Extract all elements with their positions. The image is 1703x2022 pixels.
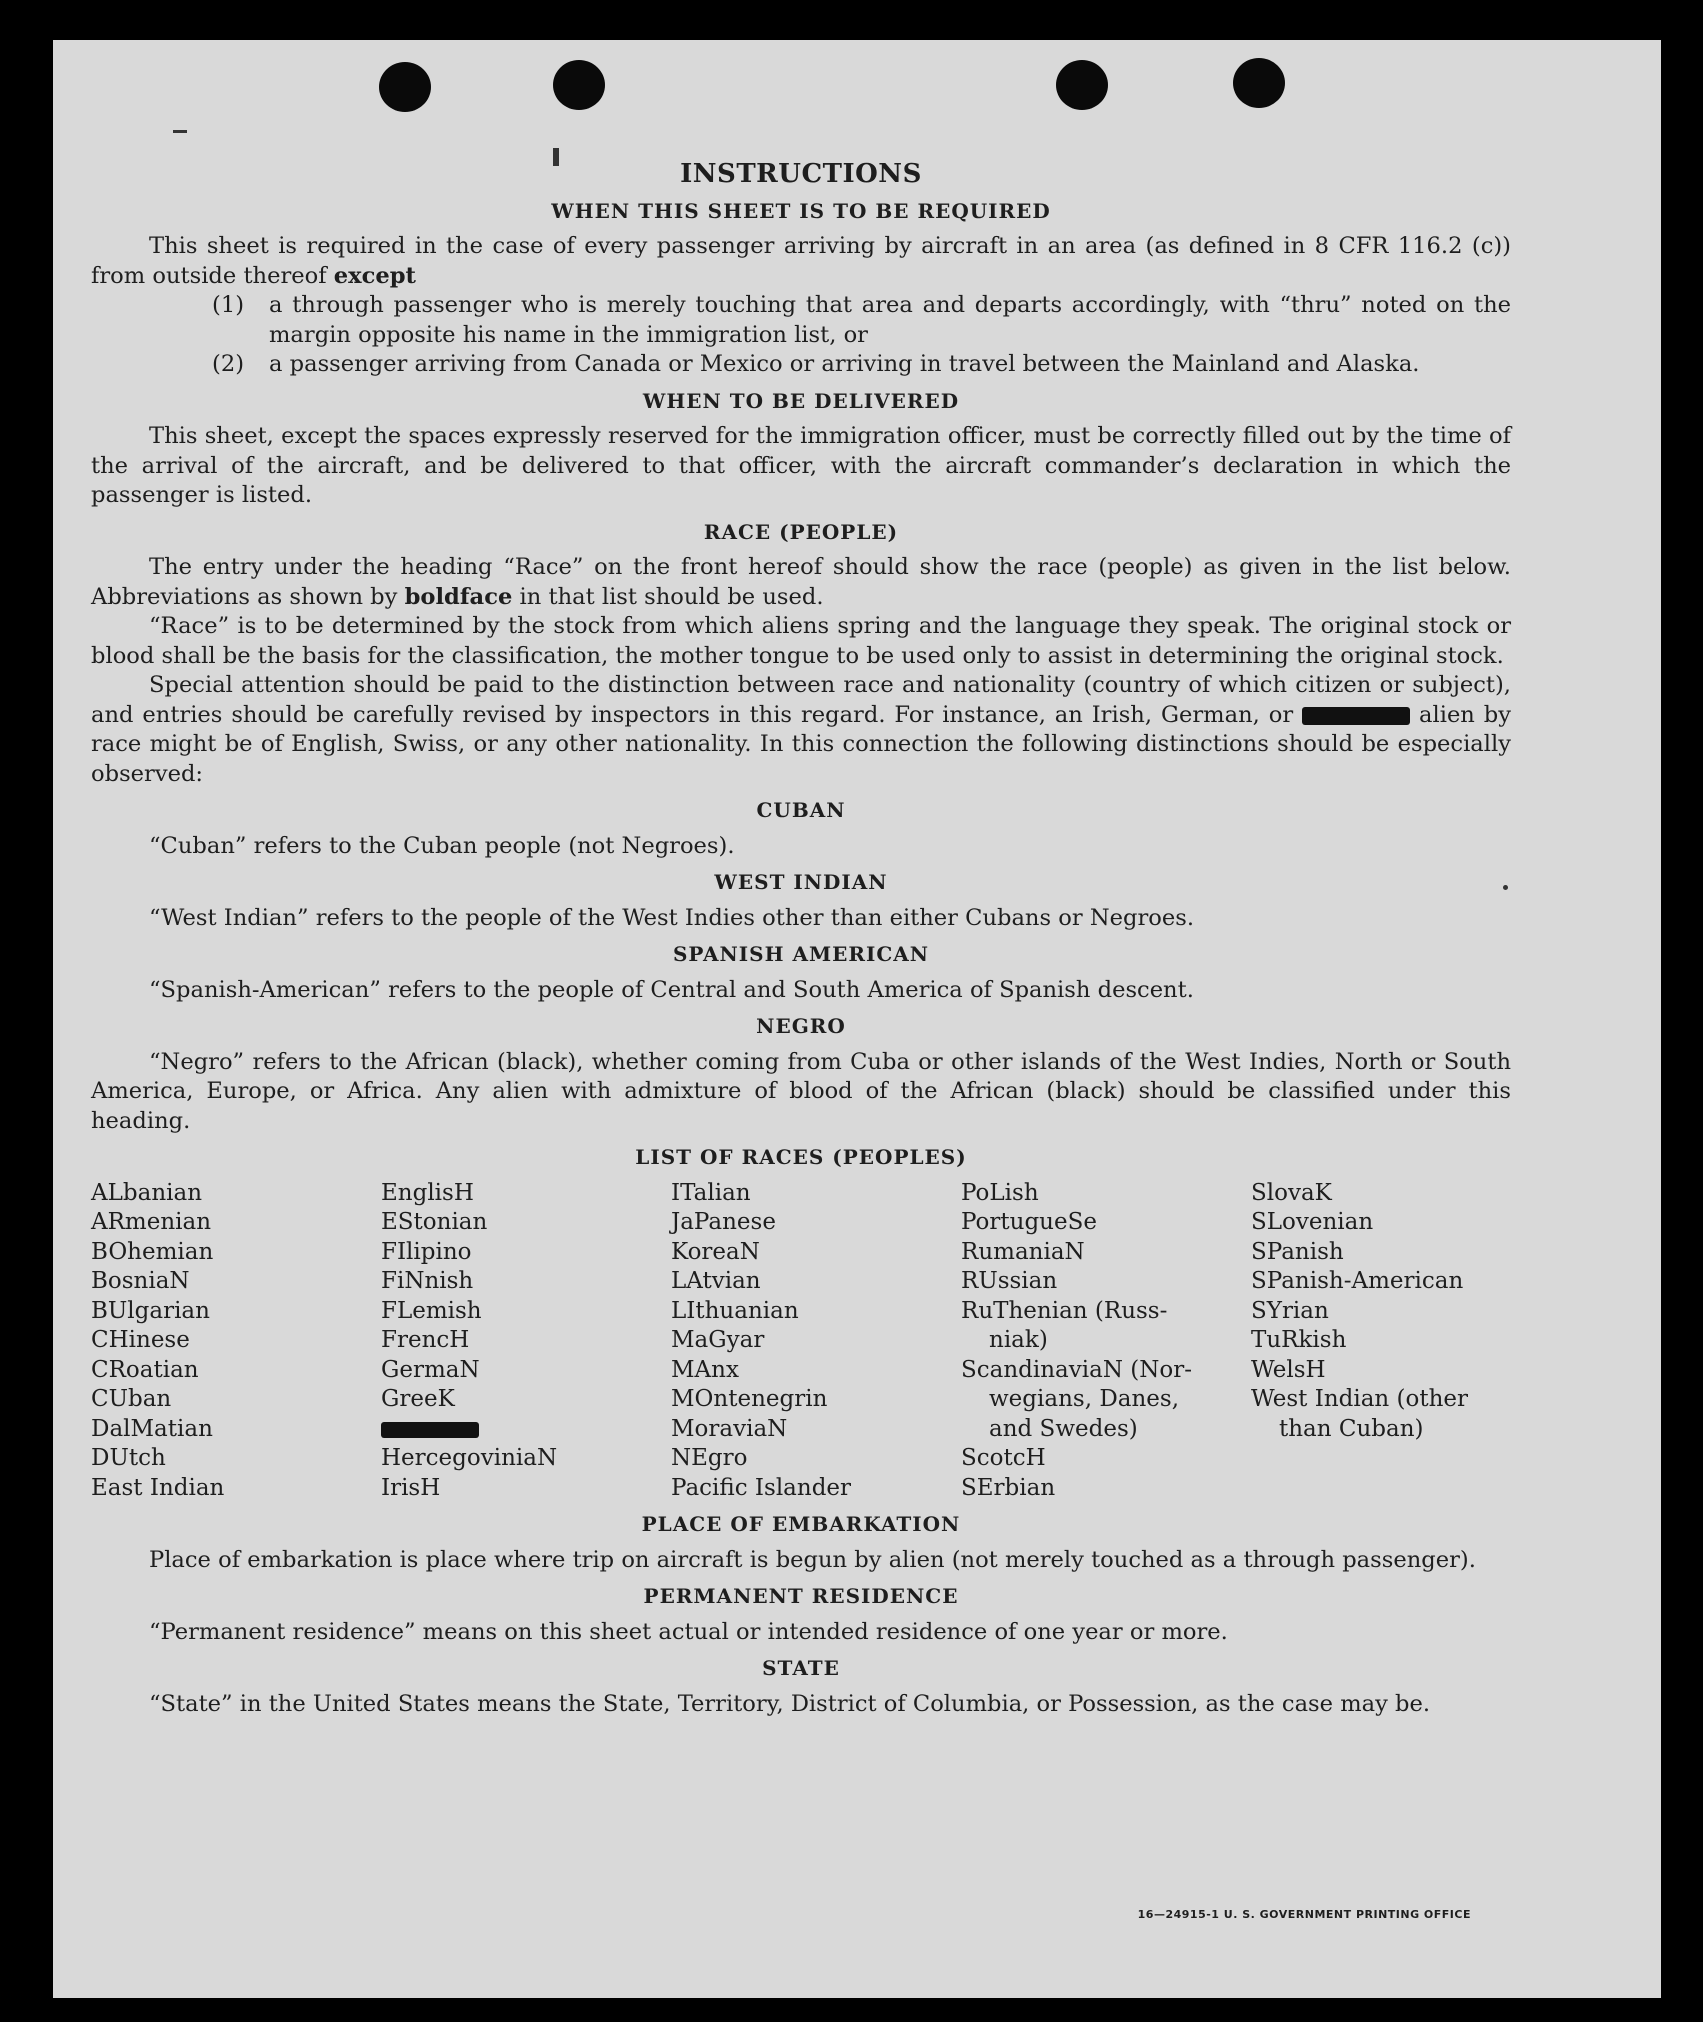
punch-hole bbox=[1056, 60, 1108, 110]
paragraph: “Negro” refers to the African (black), whether coming from Cuba or other islands of the West Indies, North or South America, Europe, or Africa. Any alien with admixture of blood of the African (black) should be classified under this heading. bbox=[91, 1048, 1511, 1134]
punch-hole bbox=[379, 62, 431, 112]
race-entry: RumaniaN bbox=[961, 1238, 1085, 1265]
paragraph: The entry under the heading “Race” on the front hereof should show the race (people) as given in the list below. Abbreviations as shown by boldface in that list should be used. bbox=[91, 554, 1511, 610]
section-heading: PERMANENT RESIDENCE bbox=[643, 1584, 959, 1608]
race-list bbox=[91, 1179, 1511, 1504]
race-entry: SYrian bbox=[1251, 1297, 1329, 1324]
race-column bbox=[1251, 1179, 1511, 1504]
race-entry: LIthuanian bbox=[671, 1297, 799, 1324]
race-entry: East Indian bbox=[91, 1474, 225, 1501]
race-entry: ARmenian bbox=[91, 1209, 212, 1235]
race-entry: RuThenian (Russ- bbox=[961, 1297, 1168, 1324]
punch-hole bbox=[1233, 58, 1285, 108]
race-entry: FiNnish bbox=[381, 1268, 474, 1294]
race-entry: FLemish bbox=[381, 1297, 482, 1324]
race-entry: MAnx bbox=[671, 1356, 739, 1383]
paragraph: This sheet is required in the case of every passenger arriving by aircraft in an area (as defined in 8 CFR 116.2 (c)) from outside thereof except bbox=[91, 233, 1511, 289]
race-entry-continued: wegians, Danes, bbox=[989, 1386, 1180, 1412]
race-entry-continued: and Swedes) bbox=[989, 1415, 1138, 1442]
race-column bbox=[671, 1179, 961, 1504]
race-entry-continued: niak) bbox=[989, 1327, 1048, 1353]
section-heading: WEST INDIAN bbox=[714, 870, 888, 894]
paragraph: Special attention should be paid to the distinction between race and nationality (country of which citizen or subject), and entries should be carefully revised by inspectors in this regard. For instance, an Irish, German, or alien by race might be of English, Swiss, or any other nationality. In this connection the following distinctions should be especially observed: bbox=[91, 672, 1512, 787]
race-entry-continued: than Cuban) bbox=[1279, 1415, 1424, 1442]
race-entry: EStonian bbox=[381, 1209, 488, 1235]
race-entry: MaGyar bbox=[671, 1327, 765, 1353]
paragraph: Place of embarkation is place where trip on aircraft is begun by alien (not merely touched as a through passenger). bbox=[149, 1546, 1476, 1573]
race-entry: MoraviaN bbox=[671, 1415, 788, 1442]
race-column bbox=[91, 1179, 381, 1504]
document-sheet bbox=[53, 40, 1661, 1998]
race-entry: FIlipino bbox=[381, 1238, 472, 1265]
section-heading: NEGRO bbox=[756, 1014, 846, 1038]
race-entry: ITalian bbox=[671, 1179, 751, 1206]
list-item: (1) a through passenger who is merely touching that area and departs accordingly, with “thru” noted on the margin opposite his name in the immigration list, or bbox=[212, 292, 1511, 348]
paragraph: “Spanish-American” refers to the people of Central and South America of Spanish descent. bbox=[149, 976, 1194, 1003]
speck bbox=[173, 130, 187, 133]
instructions-text bbox=[91, 160, 1511, 1719]
section-heading: LIST OF RACES (PEOPLES) bbox=[635, 1145, 967, 1169]
redaction-mark bbox=[1302, 707, 1410, 725]
race-entry: SPanish-American bbox=[1251, 1268, 1464, 1294]
list-item: (2) a passenger arriving from Canada or Mexico or arriving in travel between the Mainland and Alaska. bbox=[212, 351, 1420, 377]
race-entry: SPanish bbox=[1251, 1238, 1344, 1265]
race-entry: HercegoviniaN bbox=[381, 1445, 558, 1471]
section-heading: SPANISH AMERICAN bbox=[672, 942, 930, 966]
race-entry: CUban bbox=[91, 1386, 172, 1412]
section-heading: CUBAN bbox=[756, 798, 846, 822]
race-entry-redacted bbox=[381, 1415, 671, 1445]
section-heading: PLACE OF EMBARKATION bbox=[641, 1512, 961, 1536]
section-heading: WHEN THIS SHEET IS TO BE REQUIRED bbox=[551, 198, 1051, 223]
race-entry: SLovenian bbox=[1251, 1209, 1374, 1235]
race-entry: GermaN bbox=[381, 1356, 480, 1383]
race-entry: PortugueSe bbox=[961, 1209, 1097, 1235]
race-entry: DUtch bbox=[91, 1445, 166, 1471]
redaction-mark bbox=[381, 1422, 479, 1438]
section-heading: WHEN TO BE DELIVERED bbox=[642, 388, 960, 413]
section-heading: STATE bbox=[762, 1656, 840, 1680]
race-entry: JaPanese bbox=[671, 1209, 776, 1235]
race-entry: LAtvian bbox=[671, 1268, 761, 1294]
race-entry: PoLish bbox=[961, 1179, 1039, 1206]
paragraph: This sheet, except the spaces expressly reserved for the immigration officer, must be correctly filled out by the time of the arrival of the aircraft, and be delivered to that officer, with the aircraft commander’s declaration in which the passenger is listed. bbox=[91, 423, 1511, 508]
punch-hole bbox=[553, 60, 605, 110]
race-entry: EnglisH bbox=[381, 1179, 474, 1206]
race-entry: IrisH bbox=[381, 1474, 441, 1501]
race-entry: West Indian (other bbox=[1251, 1386, 1469, 1412]
race-entry: KoreaN bbox=[671, 1238, 760, 1265]
paragraph: “Permanent residence” means on this sheet actual or intended residence of one year or more. bbox=[149, 1618, 1228, 1645]
race-entry: ALbanian bbox=[91, 1179, 203, 1206]
paragraph: “State” in the United States means the State, Territory, District of Columbia, or Possession, as the case may be. bbox=[149, 1690, 1431, 1717]
race-entry: GreeK bbox=[381, 1386, 455, 1412]
race-entry: DalMatian bbox=[91, 1415, 213, 1442]
race-column bbox=[381, 1179, 671, 1504]
paragraph: “West Indian” refers to the people of the West Indies other than either Cubans or Negroes. bbox=[149, 904, 1195, 931]
race-entry: NEgro bbox=[671, 1445, 748, 1471]
race-entry: ScotcH bbox=[961, 1445, 1046, 1471]
section-heading: RACE (PEOPLE) bbox=[703, 519, 899, 544]
paragraph: “Race” is to be determined by the stock from which aliens spring and the language they speak. The original stock or blood shall be the basis for the classification, the mother tongue to be used only to assist in determining the original stock. bbox=[91, 613, 1511, 669]
race-entry: TuRkish bbox=[1251, 1327, 1347, 1353]
race-entry: BOhemian bbox=[91, 1238, 214, 1265]
race-column bbox=[961, 1179, 1251, 1504]
race-entry: WelsH bbox=[1251, 1356, 1326, 1383]
page-title: INSTRUCTIONS bbox=[680, 159, 922, 189]
paragraph: “Cuban” refers to the Cuban people (not Negroes). bbox=[149, 832, 735, 859]
race-entry: CHinese bbox=[91, 1327, 190, 1353]
printer-imprint: 16—24915-1 U. S. GOVERNMENT PRINTING OFFICE bbox=[1137, 1908, 1471, 1921]
race-entry: SErbian bbox=[961, 1474, 1056, 1501]
race-entry: SlovaK bbox=[1251, 1179, 1332, 1206]
race-entry: CRoatian bbox=[91, 1356, 199, 1383]
race-entry: BUlgarian bbox=[91, 1297, 210, 1324]
race-entry: MOntenegrin bbox=[671, 1386, 828, 1412]
race-entry: RUssian bbox=[961, 1268, 1058, 1294]
race-entry: ScandinaviaN (Nor- bbox=[961, 1356, 1192, 1383]
race-entry: BosniaN bbox=[91, 1268, 190, 1294]
race-entry: Pacific Islander bbox=[671, 1474, 852, 1501]
race-entry: FrencH bbox=[381, 1327, 470, 1353]
